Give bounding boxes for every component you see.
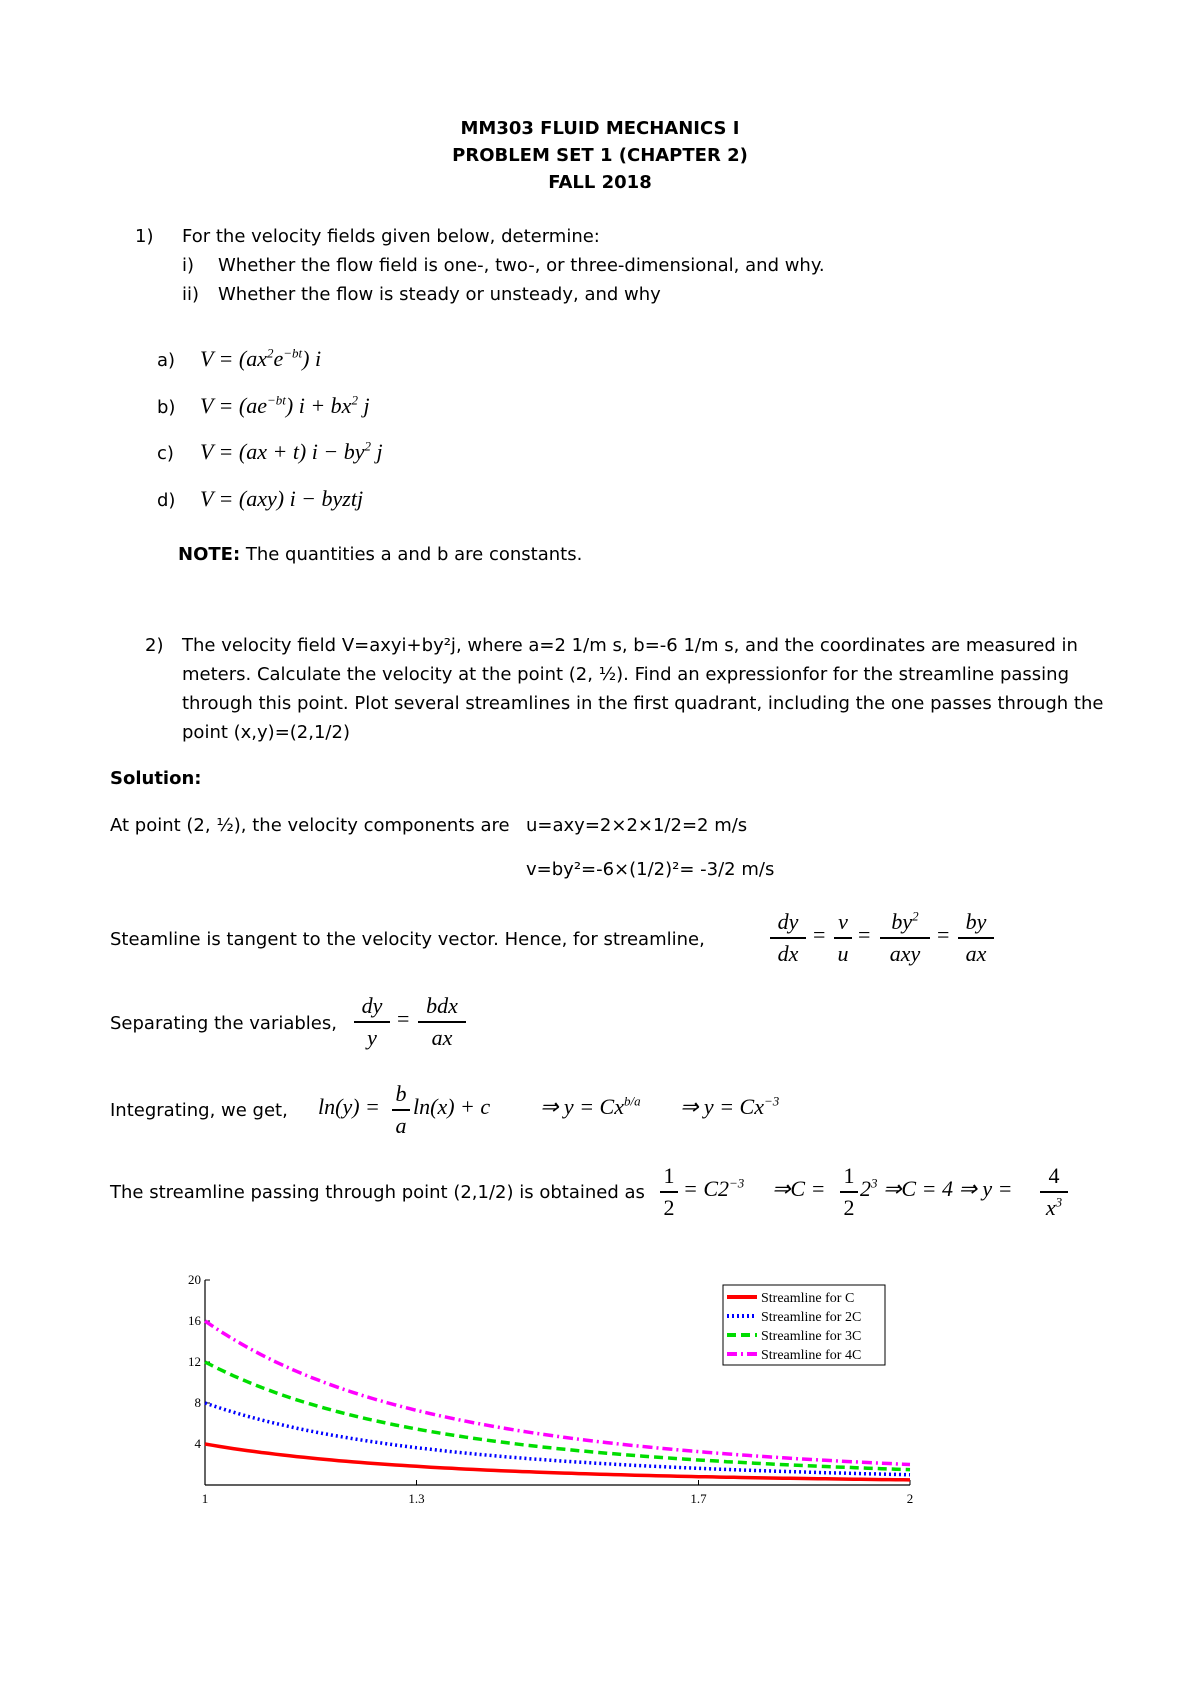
x-tick-label: 1 — [201, 1491, 209, 1506]
legend-label-1: Streamline for C — [761, 1291, 855, 1306]
velocity-intro: At point (2, ½), the velocity components are — [110, 815, 510, 836]
equation-a: $V = (ax^2e^{-bt})$ i — [200, 345, 322, 371]
equation-b: $V = (ae^{-bt}) i + bx^2$ j — [200, 392, 370, 418]
passing-text: The streamline passing through point (2,1/2) is obtained as — [110, 1182, 645, 1203]
q2-line-4: point (x,y)=(2,1/2) — [182, 722, 350, 743]
tangent-text: Steamline is tangent to the velocity vector. Hence, for streamline, — [110, 929, 705, 950]
series-line-2 — [205, 1403, 910, 1475]
note-text: The quantities a and b are constants. — [240, 544, 583, 565]
legend-label-4: Streamline for 4C — [761, 1348, 862, 1363]
q1-text: For the velocity fields given below, determine: — [182, 226, 600, 247]
part-d-label: d) — [157, 490, 176, 511]
y-tick-label: 8 — [194, 1395, 201, 1410]
part-b-label: b) — [157, 397, 176, 418]
separating-text: Separating the variables, — [110, 1013, 337, 1034]
note-label: NOTE: — [178, 544, 241, 565]
q2-line-2: meters. Calculate the velocity at the point (2, ½). Find an expressionfor for the streamline passing — [182, 664, 1070, 685]
document-page: MM303 FLUID MECHANICS I PROBLEM SET 1 (CHAPTER 2) FALL 2018 1) For the velocity fields given below, determine: i) Whether the flow field is one-, two-, or three-dimensional, and why. ii) Whether the flow is steady or unsteady, and why a) $V = (ax^2e^{-bt})$ i b) $V = (ae^{-bt}) i + bx^2$ j c) V = (ax + t) $i - by^2$ j d) V = (axy) i − byztj NOTE: The quantities a and b are constants. 2) The velocity field V=axyi+by²j, where a=2 1/m s, b=-6 1/m s, and the coordinates are measured in meters. Calculate the velocity at the point (2, ½). Find an expressionfor for the streamline passing through this point. Plot several streamlines in the first quadrant, including the one passes through the point (x,y)=(2,1/2) Solution: At point (2, ½), the velocity components are u=axy=2×2×1/2=2 m/s v=by²=-6×(1/2)²= -3/2 m/s Steamline is tangent to the velocity vector. Hence, for streamline, dy dx = v u = $by^2$ axy = by ax Separating the variables, dy y = bdx ax Integrating, we get, ln(y) = b a ln(x) + c ⇒ $y = Cx^{b/a}$ ⇒ $y = Cx^{-3}$ The streamline passing through point (2,1/2) is obtained as 1 2 = $C2^{-3}$ ⇒C = 1 2 $2^3$ ⇒C = 4 ⇒ y = 4 $x^3$ 1 1.3 1.7 2 4 8 12 16 20 Streamline for C Streamline for 2C Streamline for 3C Streamline for 4C — [0, 0, 1200, 1696]
course-title: MM303 FLUID MECHANICS I — [460, 118, 740, 139]
x-tick-label: 1.3 — [408, 1491, 425, 1506]
equation-d: V = (axy) i − byztj — [200, 486, 364, 511]
q2-line-1: The velocity field V=axyi+by²j, where a=2 1/m s, b=-6 1/m s, and the coordinates are measured in — [182, 635, 1078, 656]
equation-c: V = (ax + t) $i - by^2$ j — [200, 438, 383, 464]
term-title: FALL 2018 — [548, 172, 652, 193]
y-tick-label: 4 — [194, 1436, 201, 1451]
q1-sub-label-2: ii) — [182, 284, 200, 305]
note — [178, 544, 582, 565]
legend-label-2: Streamline for 2C — [761, 1310, 862, 1325]
u-component: u=axy=2×2×1/2=2 m/s — [526, 815, 748, 836]
part-c-label: c) — [157, 443, 174, 464]
y-tick-label: 16 — [188, 1313, 201, 1328]
streamline-chart — [175, 1270, 925, 1520]
y-tick-label: 20 — [188, 1272, 201, 1287]
v-component: v=by²=-6×(1/2)²= -3/2 m/s — [526, 859, 775, 880]
problem-set-title: PROBLEM SET 1 (CHAPTER 2) — [452, 145, 748, 166]
q1-number: 1) — [135, 226, 154, 247]
q1-sub-text-1: Whether the flow field is one-, two-, or three-dimensional, and why. — [218, 255, 825, 276]
legend-label-3: Streamline for 3C — [761, 1329, 862, 1344]
q1-sub-label-1: i) — [182, 255, 195, 276]
solution-heading: Solution: — [110, 768, 202, 789]
part-a-label: a) — [157, 350, 176, 371]
y-tick-label: 12 — [188, 1354, 201, 1369]
x-tick-label: 1.7 — [690, 1491, 707, 1506]
q2-number: 2) — [145, 635, 164, 656]
q1-sub-text-2: Whether the flow is steady or unsteady, and why — [218, 284, 661, 305]
integrating-text: Integrating, we get, — [110, 1100, 288, 1121]
x-tick-label: 2 — [906, 1491, 914, 1506]
q2-line-3: through this point. Plot several streamlines in the first quadrant, including the one passes through the — [182, 693, 1104, 714]
